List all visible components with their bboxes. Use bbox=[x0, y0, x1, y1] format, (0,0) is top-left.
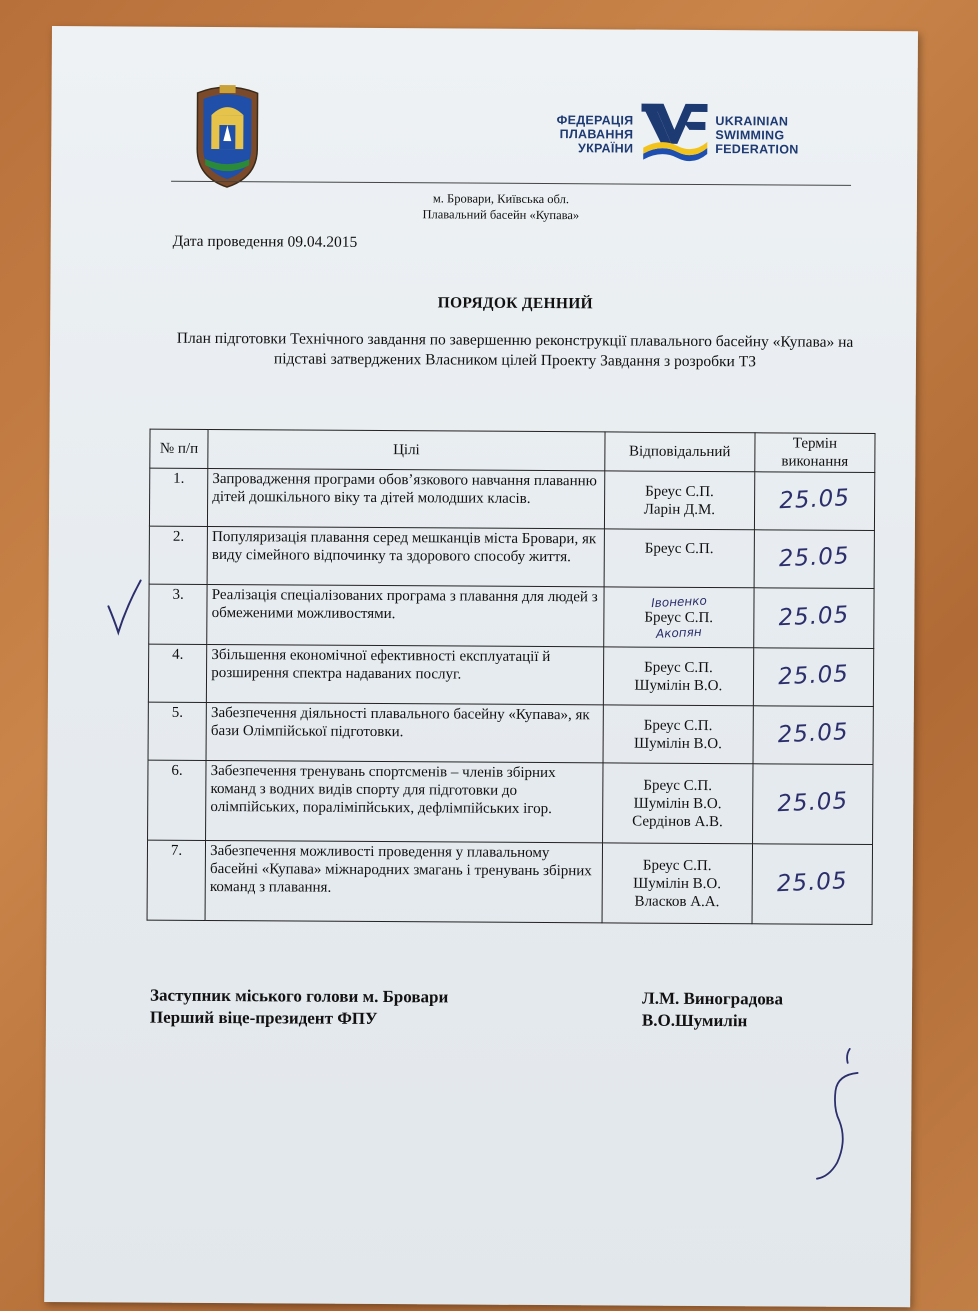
responsible-person: Бреус С.П. bbox=[644, 540, 714, 558]
responsible-person: Бреус С.П. bbox=[643, 777, 713, 794]
table-row bbox=[148, 702, 873, 764]
table-row bbox=[147, 840, 872, 924]
handwritten-term: 25.05 bbox=[776, 788, 849, 818]
header-responsible: Відповідальний bbox=[605, 432, 755, 472]
signatory-title: Перший віце-президент ФПУ bbox=[149, 1007, 378, 1029]
responsible-person: Ларін Д.М. bbox=[643, 501, 716, 518]
row-number: 1. bbox=[149, 468, 208, 526]
responsible-person: Шумілін В.О. bbox=[634, 677, 723, 694]
row-number: 7. bbox=[147, 840, 206, 920]
responsible-person: Бреус С.П. bbox=[644, 609, 714, 626]
row-responsible bbox=[602, 763, 753, 844]
responsible-person: Шумілін В.О. bbox=[633, 875, 722, 892]
swimming-federation-logo-icon bbox=[637, 100, 711, 166]
handwritten-signature-icon bbox=[807, 1045, 868, 1185]
federation-en-line: FEDERATION bbox=[715, 142, 799, 157]
handwritten-check-icon bbox=[104, 576, 144, 636]
row-term bbox=[752, 844, 873, 925]
responsible-person: Шумілін В.О. bbox=[633, 735, 722, 752]
row-number: 5. bbox=[148, 702, 207, 760]
row-term bbox=[754, 530, 874, 589]
row-goal: Забезпечення діяльності плавального басейну «Купава», як бази Олімпійської підготовки. bbox=[206, 702, 603, 762]
signatory-names bbox=[642, 988, 783, 1033]
row-number: 2. bbox=[149, 526, 208, 584]
address-city: м. Бровари, Київська обл. bbox=[432, 191, 570, 207]
federation-en-line: SWIMMING bbox=[715, 128, 785, 143]
header-divider bbox=[171, 181, 851, 186]
header-number: № п/п bbox=[150, 429, 208, 468]
address-block bbox=[251, 189, 751, 224]
row-goal: Забезпечення тренувань спортсменів – членів збірних команд з водних видів спорту для підготовки до олімпійських, пораліміпйських, дефлімпійських ігор. bbox=[206, 760, 603, 842]
responsible-person: Бреус С.П. bbox=[642, 857, 712, 874]
header-goals: Цілі bbox=[208, 429, 605, 470]
meeting-date: Дата проведення 09.04.2015 bbox=[172, 232, 358, 251]
document-title: ПОРЯДОК ДЕННИЙ bbox=[437, 294, 593, 313]
row-responsible bbox=[604, 471, 754, 530]
document-subtitle: План підготовки Технічного завдання по завершенню реконструкції плавального басейну «Купава» на підставі затверджених Власником цілей Проекту Завдання з розробки ТЗ bbox=[176, 329, 854, 371]
row-goal: Збільшення економічної ефективності експлуатації й розширення спектра надаваних послуг. bbox=[207, 644, 604, 704]
signatory-name: В.О.Шумилін bbox=[641, 1010, 748, 1031]
row-term bbox=[752, 764, 873, 845]
signatory-name: Л.М. Виноградова bbox=[642, 988, 784, 1009]
table-row bbox=[148, 760, 873, 844]
row-goal: Забезпечення можливості проведення у плавальному басейні «Купава» міжнародних змагань і тренувань збірних команд з плавання. bbox=[205, 840, 602, 922]
handwritten-term: 25.05 bbox=[777, 719, 850, 749]
responsible-person: Шумілін В.О. bbox=[633, 795, 722, 812]
city-emblem-icon bbox=[189, 79, 266, 191]
agenda-table bbox=[147, 429, 876, 925]
document-page bbox=[44, 26, 918, 1307]
table-row bbox=[148, 644, 873, 706]
row-term bbox=[754, 588, 874, 649]
responsible-person: Бреус С.П. bbox=[645, 483, 714, 500]
federation-ua-line: УКРАЇНИ bbox=[577, 141, 634, 156]
row-goal: Запровадження програми обов’язкового навчання плаванню дітей дошкільного віку та дітей молодших класів. bbox=[208, 468, 605, 528]
handwritten-note-below: Акопян bbox=[655, 624, 702, 641]
handwritten-term: 25.05 bbox=[778, 543, 851, 573]
handwritten-term: 25.05 bbox=[778, 485, 851, 515]
federation-name-ua bbox=[529, 113, 633, 156]
federation-name-en bbox=[715, 114, 845, 157]
row-term bbox=[754, 472, 874, 531]
federation-ua-line: ПЛАВАННЯ bbox=[559, 127, 634, 142]
row-number: 3. bbox=[149, 584, 208, 644]
row-term bbox=[753, 648, 873, 707]
handwritten-term: 25.05 bbox=[777, 661, 850, 691]
responsible-person: Бреус С.П. bbox=[644, 659, 713, 676]
signatory-titles bbox=[150, 985, 448, 1031]
federation-ua-line: ФЕДЕРАЦІЯ bbox=[556, 113, 634, 128]
row-responsible bbox=[604, 587, 754, 648]
handwritten-note-above: Івоненко bbox=[650, 593, 707, 610]
table-header-row bbox=[150, 429, 875, 472]
row-term bbox=[753, 706, 873, 765]
responsible-person: Власков А.А. bbox=[634, 893, 720, 910]
row-goal: Популяризація плавання серед мешканців міста Бровари, як виду сімейного відпочинку та здорового способу життя. bbox=[207, 526, 604, 586]
table-row bbox=[149, 526, 874, 588]
row-number: 4. bbox=[148, 644, 207, 702]
row-responsible bbox=[604, 529, 754, 588]
table-row bbox=[149, 468, 874, 530]
row-responsible bbox=[603, 705, 753, 764]
handwritten-term: 25.05 bbox=[776, 868, 849, 898]
table-row bbox=[149, 584, 874, 648]
row-number: 6. bbox=[148, 760, 207, 840]
federation-en-line: UKRAINIAN bbox=[715, 114, 789, 129]
responsible-person: Бреус С.П. bbox=[643, 717, 713, 734]
responsible-person: Сердінов А.В. bbox=[632, 813, 723, 830]
row-responsible bbox=[603, 647, 753, 706]
address-venue: Плавальний басейн «Купава» bbox=[422, 207, 580, 223]
signatory-title: Заступник міського голови м. Бровари bbox=[150, 985, 449, 1007]
header-term: Термін виконання bbox=[755, 433, 875, 473]
row-responsible bbox=[602, 843, 753, 924]
handwritten-term: 25.05 bbox=[777, 602, 850, 632]
row-goal: Реалізація спеціалізованих програма з плавання для людей з обмеженими можливостями. bbox=[207, 584, 604, 646]
